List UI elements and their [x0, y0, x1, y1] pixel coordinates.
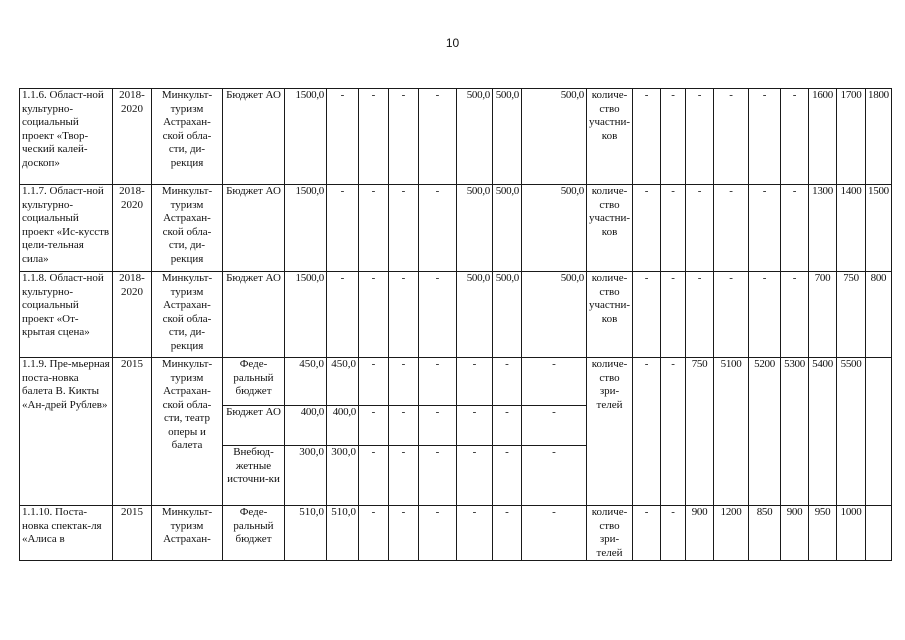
- measure-name-cell: 1.1.10. Поста-новка спектак-ля «Алиса в: [20, 506, 113, 561]
- year-funding-cell: -: [522, 358, 587, 406]
- year-funding-cell: -: [493, 506, 522, 561]
- year-funding-cell: -: [493, 446, 522, 506]
- funding-source-cell: Феде-ральный бюджет: [223, 506, 285, 561]
- year-funding-cell: -: [457, 358, 493, 406]
- target-value-cell: -: [661, 185, 686, 272]
- year-funding-cell: -: [359, 506, 389, 561]
- target-value-cell: 1400: [837, 185, 866, 272]
- funding-source-cell: Бюджет АО: [223, 272, 285, 358]
- year-funding-cell: -: [389, 358, 419, 406]
- year-funding-cell: -: [457, 446, 493, 506]
- target-value-cell: 5100: [714, 358, 749, 506]
- indicator-cell: количе-ство участни-ков: [587, 185, 633, 272]
- table-row: [20, 506, 892, 561]
- year-funding-cell: -: [419, 446, 457, 506]
- target-value-cell: -: [686, 89, 714, 185]
- page-number: 10: [445, 36, 460, 50]
- years-cell: 2018-2020: [113, 89, 152, 185]
- table-row: [20, 89, 892, 185]
- total-cell: 1500,0: [285, 89, 327, 185]
- target-value-cell: 900: [686, 506, 714, 561]
- year-funding-cell: 500,0: [493, 89, 522, 185]
- year-funding-cell: -: [389, 506, 419, 561]
- funding-source-cell: Феде-ральный бюджет: [223, 358, 285, 406]
- target-value-cell: -: [714, 89, 749, 185]
- target-value-cell: -: [686, 272, 714, 358]
- executor-cell: Минкульт-туризм Астрахан-ской обла-сти, ди-рекция: [152, 89, 223, 185]
- target-value-cell: -: [633, 89, 661, 185]
- executor-cell: Минкульт-туризм Астрахан-: [152, 506, 223, 561]
- target-value-cell: -: [633, 506, 661, 561]
- funding-source-cell: Внебюд-жетные источни-ки: [223, 446, 285, 506]
- target-value-cell: 850: [749, 506, 781, 561]
- target-value-cell: -: [749, 272, 781, 358]
- target-value-cell: 1500: [866, 185, 892, 272]
- year-funding-cell: -: [493, 406, 522, 446]
- years-cell: 2018-2020: [113, 185, 152, 272]
- measure-name-cell: 1.1.9. Пре-мьерная поста-новка балета В. Кикты «Ан-дрей Рублев»: [20, 358, 113, 506]
- target-value-cell: -: [749, 185, 781, 272]
- year-funding-cell: -: [419, 506, 457, 561]
- program-table: [19, 88, 892, 561]
- target-value-cell: -: [714, 185, 749, 272]
- year-funding-cell: -: [419, 358, 457, 406]
- year-funding-cell: -: [327, 89, 359, 185]
- target-value-cell: 1200: [714, 506, 749, 561]
- target-value-cell: -: [686, 185, 714, 272]
- target-value-cell: 5200: [749, 358, 781, 506]
- target-value-cell: -: [749, 89, 781, 185]
- executor-cell: Минкульт-туризм Астрахан-ской обла-сти, театр оперы и балета: [152, 358, 223, 506]
- year-funding-cell: -: [419, 272, 457, 358]
- target-value-cell: 750: [686, 358, 714, 506]
- year-funding-cell: 500,0: [457, 89, 493, 185]
- table-row: [20, 272, 892, 358]
- table-row: [20, 185, 892, 272]
- measure-name-cell: 1.1.6. Област-ной культурно-социальный проект «Твор-ческий калей-доскоп»: [20, 89, 113, 185]
- target-value-cell: -: [661, 272, 686, 358]
- target-value-cell: 900: [781, 506, 809, 561]
- year-funding-cell: -: [457, 506, 493, 561]
- indicator-cell: количе-ство участни-ков: [587, 272, 633, 358]
- funding-source-cell: Бюджет АО: [223, 89, 285, 185]
- year-funding-cell: -: [359, 89, 389, 185]
- year-funding-cell: -: [359, 446, 389, 506]
- target-value-cell: 950: [809, 506, 837, 561]
- target-value-cell: 700: [809, 272, 837, 358]
- total-cell: 1500,0: [285, 272, 327, 358]
- target-value-cell: 1800: [866, 89, 892, 185]
- measure-name-cell: 1.1.7. Област-ной культурно-социальный проект «Ис-кусств цели-тельная сила»: [20, 185, 113, 272]
- target-value-cell: -: [781, 272, 809, 358]
- indicator-cell: количе-ство зри-телей: [587, 506, 633, 561]
- year-funding-cell: -: [389, 446, 419, 506]
- year-funding-cell: -: [522, 406, 587, 446]
- year-funding-cell: -: [389, 185, 419, 272]
- year-funding-cell: -: [359, 272, 389, 358]
- table-row: [20, 358, 892, 406]
- total-cell: 300,0: [285, 446, 327, 506]
- target-value-cell: 750: [837, 272, 866, 358]
- year-funding-cell: -: [419, 406, 457, 446]
- year-funding-cell: 500,0: [493, 272, 522, 358]
- indicator-cell: количе-ство участни-ков: [587, 89, 633, 185]
- target-value-cell: 5500: [837, 358, 866, 506]
- year-funding-cell: -: [327, 272, 359, 358]
- target-value-cell: [866, 358, 892, 506]
- years-cell: 2015: [113, 506, 152, 561]
- year-funding-cell: 510,0: [327, 506, 359, 561]
- target-value-cell: -: [714, 272, 749, 358]
- target-value-cell: -: [781, 185, 809, 272]
- target-value-cell: -: [781, 89, 809, 185]
- year-funding-cell: 500,0: [457, 185, 493, 272]
- target-value-cell: -: [661, 358, 686, 506]
- years-cell: 2018-2020: [113, 272, 152, 358]
- years-cell: 2015: [113, 358, 152, 506]
- total-cell: 510,0: [285, 506, 327, 561]
- funding-source-cell: Бюджет АО: [223, 406, 285, 446]
- target-value-cell: 1300: [809, 185, 837, 272]
- total-cell: 400,0: [285, 406, 327, 446]
- year-funding-cell: -: [419, 185, 457, 272]
- executor-cell: Минкульт-туризм Астрахан-ской обла-сти, ди-рекция: [152, 185, 223, 272]
- year-funding-cell: -: [457, 406, 493, 446]
- target-value-cell: 1000: [837, 506, 866, 561]
- target-value-cell: 5400: [809, 358, 837, 506]
- year-funding-cell: 300,0: [327, 446, 359, 506]
- year-funding-cell: 500,0: [457, 272, 493, 358]
- total-cell: 1500,0: [285, 185, 327, 272]
- target-value-cell: -: [633, 358, 661, 506]
- target-value-cell: 800: [866, 272, 892, 358]
- indicator-cell: количе-ство зри-телей: [587, 358, 633, 506]
- year-funding-cell: -: [359, 185, 389, 272]
- target-value-cell: 5300: [781, 358, 809, 506]
- year-funding-cell: -: [389, 272, 419, 358]
- target-value-cell: -: [661, 506, 686, 561]
- year-funding-cell: -: [522, 506, 587, 561]
- target-value-cell: 1600: [809, 89, 837, 185]
- target-value-cell: -: [633, 272, 661, 358]
- target-value-cell: -: [633, 185, 661, 272]
- year-funding-cell: -: [389, 89, 419, 185]
- executor-cell: Минкульт-туризм Астрахан-ской обла-сти, ди-рекция: [152, 272, 223, 358]
- target-value-cell: 1700: [837, 89, 866, 185]
- year-funding-cell: 450,0: [327, 358, 359, 406]
- funding-source-cell: Бюджет АО: [223, 185, 285, 272]
- year-funding-cell: 500,0: [522, 89, 587, 185]
- year-funding-cell: 500,0: [493, 185, 522, 272]
- year-funding-cell: 500,0: [522, 272, 587, 358]
- year-funding-cell: -: [359, 358, 389, 406]
- year-funding-cell: -: [493, 358, 522, 406]
- total-cell: 450,0: [285, 358, 327, 406]
- year-funding-cell: -: [389, 406, 419, 446]
- target-value-cell: [866, 506, 892, 561]
- target-value-cell: -: [661, 89, 686, 185]
- year-funding-cell: -: [359, 406, 389, 446]
- year-funding-cell: -: [522, 446, 587, 506]
- year-funding-cell: 500,0: [522, 185, 587, 272]
- year-funding-cell: 400,0: [327, 406, 359, 446]
- measure-name-cell: 1.1.8. Област-ной культурно-социальный проект «От-крытая сцена»: [20, 272, 113, 358]
- year-funding-cell: -: [419, 89, 457, 185]
- year-funding-cell: -: [327, 185, 359, 272]
